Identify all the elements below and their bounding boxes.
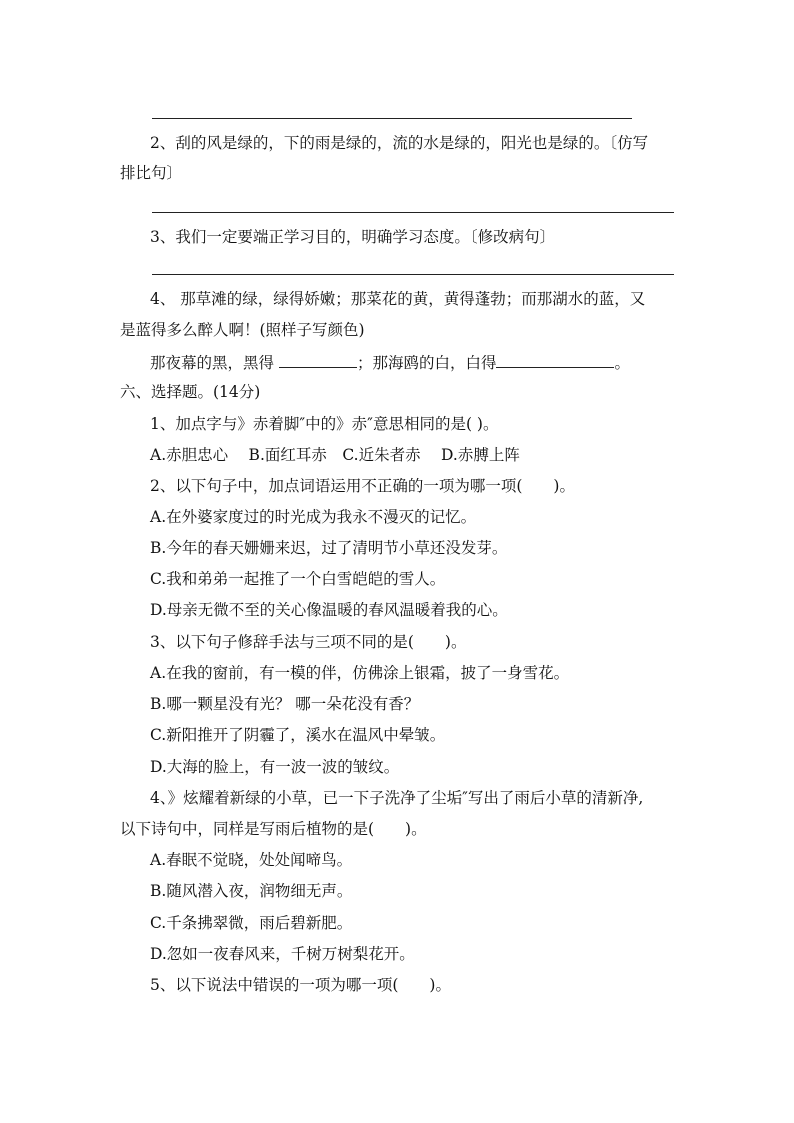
mc-q3-option-b: B.哪一颗星没有光？ 哪一朵花没有香？ (150, 695, 420, 713)
mc-q3-option-c: C.新阳推开了阴霾了，溪水在温风中晕皱。 (150, 726, 446, 744)
answer-line (152, 212, 674, 213)
question-4-text: 4、 那草滩的绿，绿得娇嫩；那菜花的黄，黄得蓬勃；而那湖水的蓝，又 (150, 290, 646, 308)
mc-q2-option-d: D.母亲无微不至的关心像温暖的春风温暖着我的心。 (150, 601, 508, 619)
mc-q2-stem: 2、以下句子中，加点词语运用不正确的一项为哪一项( )。 (150, 477, 575, 495)
fill-label-b: ；那海鸥的白，白得 (356, 354, 497, 372)
mc-q1-stem: 1、加点字与》赤着脚″中的》赤″意思相同的是( )。 (150, 415, 499, 433)
fill-blank-b[interactable] (496, 351, 614, 368)
mc-q4-option-b: B.随风潜入夜，润物细无声。 (150, 882, 353, 900)
mc-q2-option-c: C.我和弟弟一起推了一个白雪皑皑的雪人。 (150, 570, 446, 588)
mc-q5-stem: 5、以下说法中错误的一项为哪一项( )。 (150, 976, 451, 994)
mc-q4-stem-cont: 以下诗句中，同样是写雨后植物的是( )。 (120, 820, 427, 838)
question-2-text-cont: 排比句〕 (120, 164, 183, 182)
fill-in-colors (150, 351, 630, 373)
mc-q4-option-a: A.春眠不觉晓，处处闻啼鸟。 (150, 851, 353, 869)
mc-q4-option-c: C.千条拂翠微，雨后碧新肥。 (150, 914, 353, 932)
question-4-text-cont: 是蓝得多么醉人啊！(照样子写颜色) (120, 321, 365, 339)
mc-q4-option-d: D.忽如一夜春风来，千树万树梨花开。 (150, 945, 415, 963)
mc-q2-option-a: A.在外婆家度过的时光成为我永不漫灭的记忆。 (150, 508, 477, 526)
answer-line (152, 118, 632, 119)
mc-q2-option-b: B.今年的春天姗姗来迟，过了清明节小草还没发芽。 (150, 539, 508, 557)
question-3-text: 3、我们一定要端正学习目的，明确学习态度。〔修改病句〕 (150, 228, 556, 246)
mc-q3-option-a: A.在我的窗前，有一模的伴，仿佛涂上银霜，披了一身雪花。 (150, 664, 570, 682)
mc-q3-stem: 3、以下句子修辞手法与三项不同的是( )。 (150, 633, 467, 651)
question-2-text: 2、刮的风是绿的，下的雨是绿的，流的水是绿的，阳光也是绿的。〔仿写 (150, 134, 649, 152)
mc-q3-option-d: D.大海的脸上，有一波一波的皱纹。 (150, 758, 400, 776)
answer-line (152, 274, 674, 275)
fill-label-a: 那夜幕的黑，黑得 (150, 354, 275, 372)
fill-end: 。 (614, 354, 630, 372)
section-6-title: 六、选择题。(14分) (120, 383, 261, 401)
mc-q4-stem: 4、》炫耀着新绿的小草，已一下子洗净了尘垢″写出了雨后小草的清新净, (150, 789, 644, 807)
fill-blank-a[interactable] (279, 351, 357, 368)
mc-q1-options: A.赤胆忠心 B.面红耳赤 C.近朱者赤 D.赤膊上阵 (150, 446, 520, 464)
